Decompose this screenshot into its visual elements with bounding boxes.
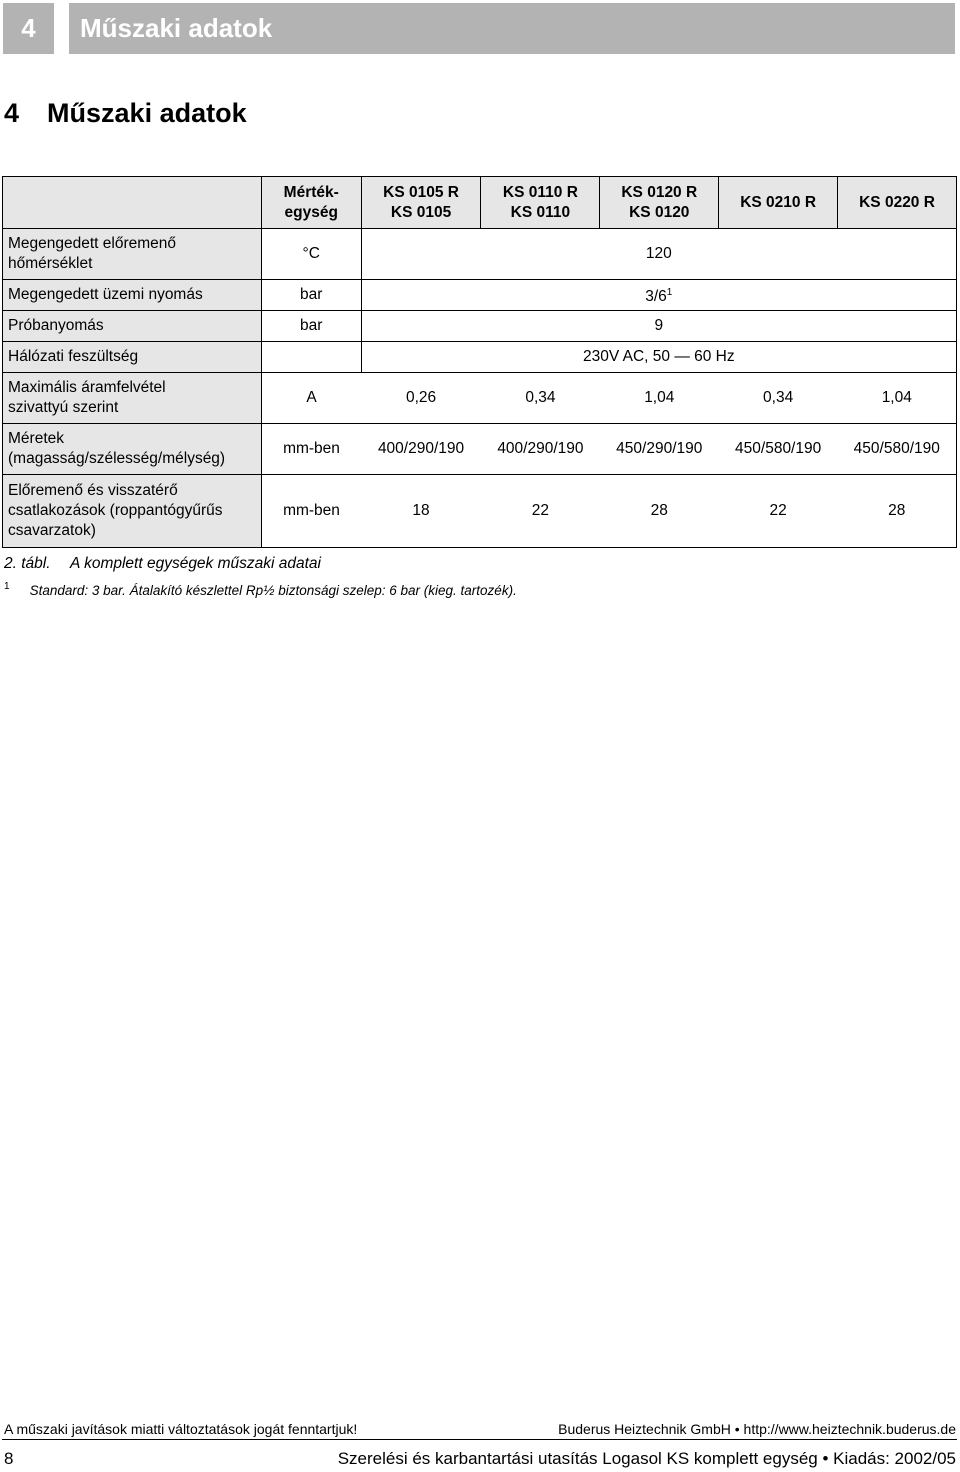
value-dimensions-3: 450/290/190 [600,424,719,475]
document-title: Szerelési és karbantartási utasítás Logasol KS komplett egység • Kiadás: 2002/05 [337,1449,956,1468]
table-header-row [3,177,957,229]
header-ks0110: KS 0110 R KS 0110 [481,177,600,229]
footnote-mark: 1 [4,581,10,592]
table-row [3,475,957,548]
value-voltage: 230V AC, 50 — 60 Hz [361,342,956,373]
unit-current: A [261,373,361,424]
value-current-3: 1,04 [600,373,719,424]
header-empty-cell [3,177,262,229]
footer-company: Buderus Heiztechnik GmbH • http://www.heiztechnik.buderus.de [558,1421,956,1437]
table-row [3,424,957,475]
value-connections-4: 22 [719,475,838,548]
header-ks0210: KS 0210 R [719,177,838,229]
header-ks0220: KS 0220 R [838,177,957,229]
value-current-2: 0,34 [481,373,600,424]
value-current-4: 0,34 [719,373,838,424]
unit-connections: mm-ben [261,475,361,548]
value-connections-1: 18 [361,475,481,548]
section-number: 4 [4,98,20,128]
row-label-pressure: Megengedett üzemi nyomás [3,280,262,311]
header-unit: Mérték- egység [261,177,361,229]
page-number: 8 [4,1449,14,1468]
footnote-ref: 1 [666,286,673,298]
chapter-number-tab: 4 [3,3,54,54]
value-connections-5: 28 [838,475,957,548]
section-heading [4,98,247,129]
row-label-temperature: Megengedett előremenő hőmérséklet [3,229,262,280]
value-test-pressure: 9 [361,311,956,342]
row-label-test-pressure: Próbanyomás [3,311,262,342]
value-current-5: 1,04 [838,373,957,424]
table-caption-text: A komplett egységek műszaki adatai [70,555,321,572]
table-row [3,280,957,311]
footer-notice: A műszaki javítások miatti változtatások jogát fenntartjuk! [4,1421,358,1437]
header-ks0105: KS 0105 R KS 0105 [361,177,481,229]
chapter-title-bar: Műszaki adatok [69,3,955,54]
value-current-1: 0,26 [361,373,481,424]
technical-data-table [2,176,957,548]
value-dimensions-1: 400/290/190 [361,424,481,475]
table-row [3,342,957,373]
value-connections-2: 22 [481,475,600,548]
header-ks0120: KS 0120 R KS 0120 [600,177,719,229]
value-dimensions-2: 400/290/190 [481,424,600,475]
table-caption-number: 2. tábl. [4,555,51,572]
row-label-voltage: Hálózati feszültség [3,342,262,373]
unit-test-pressure: bar [261,311,361,342]
table-row [3,373,957,424]
unit-voltage [261,342,361,373]
value-dimensions-5: 450/580/190 [838,424,957,475]
table-row [3,311,957,342]
unit-temperature: °C [261,229,361,280]
unit-pressure: bar [261,280,361,311]
table-caption [4,555,321,573]
value-pressure: $3/6^1$ [361,280,956,311]
footnote [4,583,517,598]
table-row [3,229,957,280]
value-connections-3: 28 [600,475,719,548]
row-label-connections: Előremenő és visszatérő csatlakozások (roppantógyűrűs csavarzatok) [3,475,262,548]
row-label-dimensions: Méretek (magasság/szélesség/mélység) [3,424,262,475]
value-dimensions-4: 450/580/190 [719,424,838,475]
footnote-text: Standard: 3 bar. Átalakító készlettel Rp½ biztonsági szelep: 6 bar (kieg. tartozék). [29,583,517,598]
footer-divider [2,1439,957,1440]
section-title: Műszaki adatok [47,98,247,128]
unit-dimensions: mm-ben [261,424,361,475]
value-temperature: 120 [361,229,956,280]
row-label-current: Maximális áramfelvétel szivattyú szerint [3,373,262,424]
